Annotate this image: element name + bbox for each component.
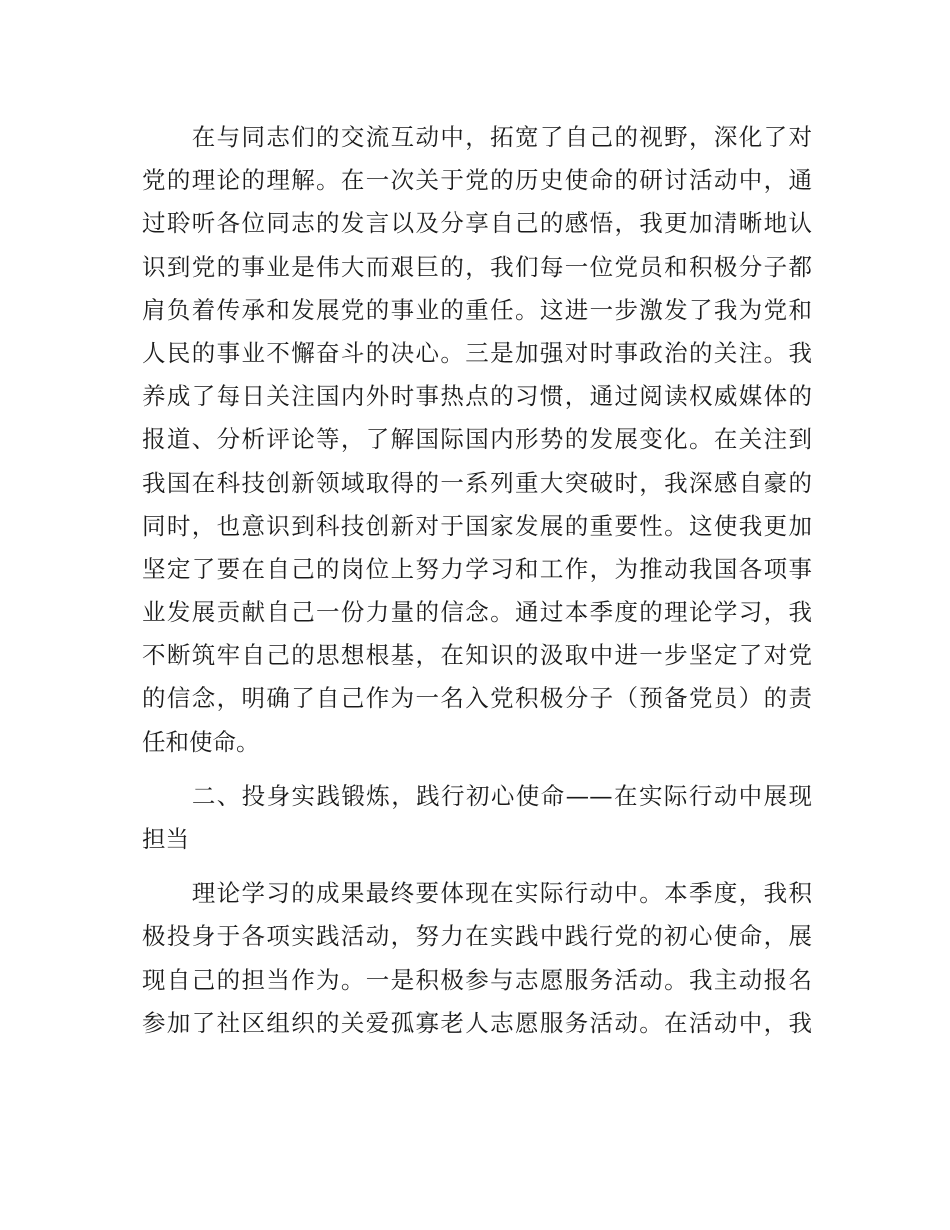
- paragraph-spacer: [142, 764, 812, 775]
- text-line: 理论学习的成果最终要体现在实际行动中。本季度，我积: [142, 879, 812, 908]
- text-line: 我国在科技创新领域取得的一系列重大突破时，我深感自豪的: [142, 468, 812, 497]
- text-line: 党的理论的理解。在一次关于党的历史使命的研讨活动中，通: [142, 166, 812, 195]
- text-line: 的信念，明确了自己作为一名入党积极分子（预备党员）的责: [142, 684, 812, 713]
- paragraph-practice-activities: [142, 872, 812, 1045]
- paragraph-spacer: [142, 861, 812, 872]
- text-line: 极投身于各项实践活动，努力在实践中践行党的初心使命，展: [142, 922, 812, 951]
- text-line: 坚定了要在自己的岗位上努力学习和工作，为推动我国各项事: [142, 554, 812, 583]
- text-line: 不断筑牢自己的思想根基，在知识的汲取中进一步坚定了对党: [142, 641, 812, 670]
- text-line: 在与同志们的交流互动中，拓宽了自己的视野，深化了对: [142, 123, 812, 151]
- text-line: 报道、分析评论等，了解国际国内形势的发展变化。在关注到: [142, 425, 812, 454]
- document-body: [142, 116, 812, 1045]
- text-line: 肩负着传承和发展党的事业的重任。这进一步激发了我为党和: [142, 295, 812, 324]
- text-line: 人民的事业不懈奋斗的决心。三是加强对时事政治的关注。我: [142, 338, 812, 367]
- heading-line: 二、投身实践锻炼，践行初心使命——在实际行动中展现: [142, 781, 812, 810]
- text-line: 参加了社区组织的关爱孤寡老人志愿服务活动。在活动中，我: [142, 1008, 812, 1037]
- section-heading-practice: [142, 775, 812, 861]
- text-line: 任和使命。: [142, 727, 260, 756]
- text-line: 识到党的事业是伟大而艰巨的，我们每一位党员和积极分子都: [142, 252, 812, 281]
- text-line: 过聆听各位同志的发言以及分享自己的感悟，我更加清晰地认: [142, 209, 812, 238]
- heading-line: 担当: [142, 825, 189, 853]
- text-line: 养成了每日关注国内外时事热点的习惯，通过阅读权威媒体的: [142, 382, 812, 411]
- text-line: 业发展贡献自己一份力量的信念。通过本季度的理论学习，我: [142, 598, 812, 627]
- text-line: 同时，也意识到科技创新对于国家发展的重要性。这使我更加: [142, 511, 812, 540]
- text-line: 现自己的担当作为。一是积极参与志愿服务活动。我主动报名: [142, 965, 812, 994]
- paragraph-theory-exchange: [142, 116, 812, 764]
